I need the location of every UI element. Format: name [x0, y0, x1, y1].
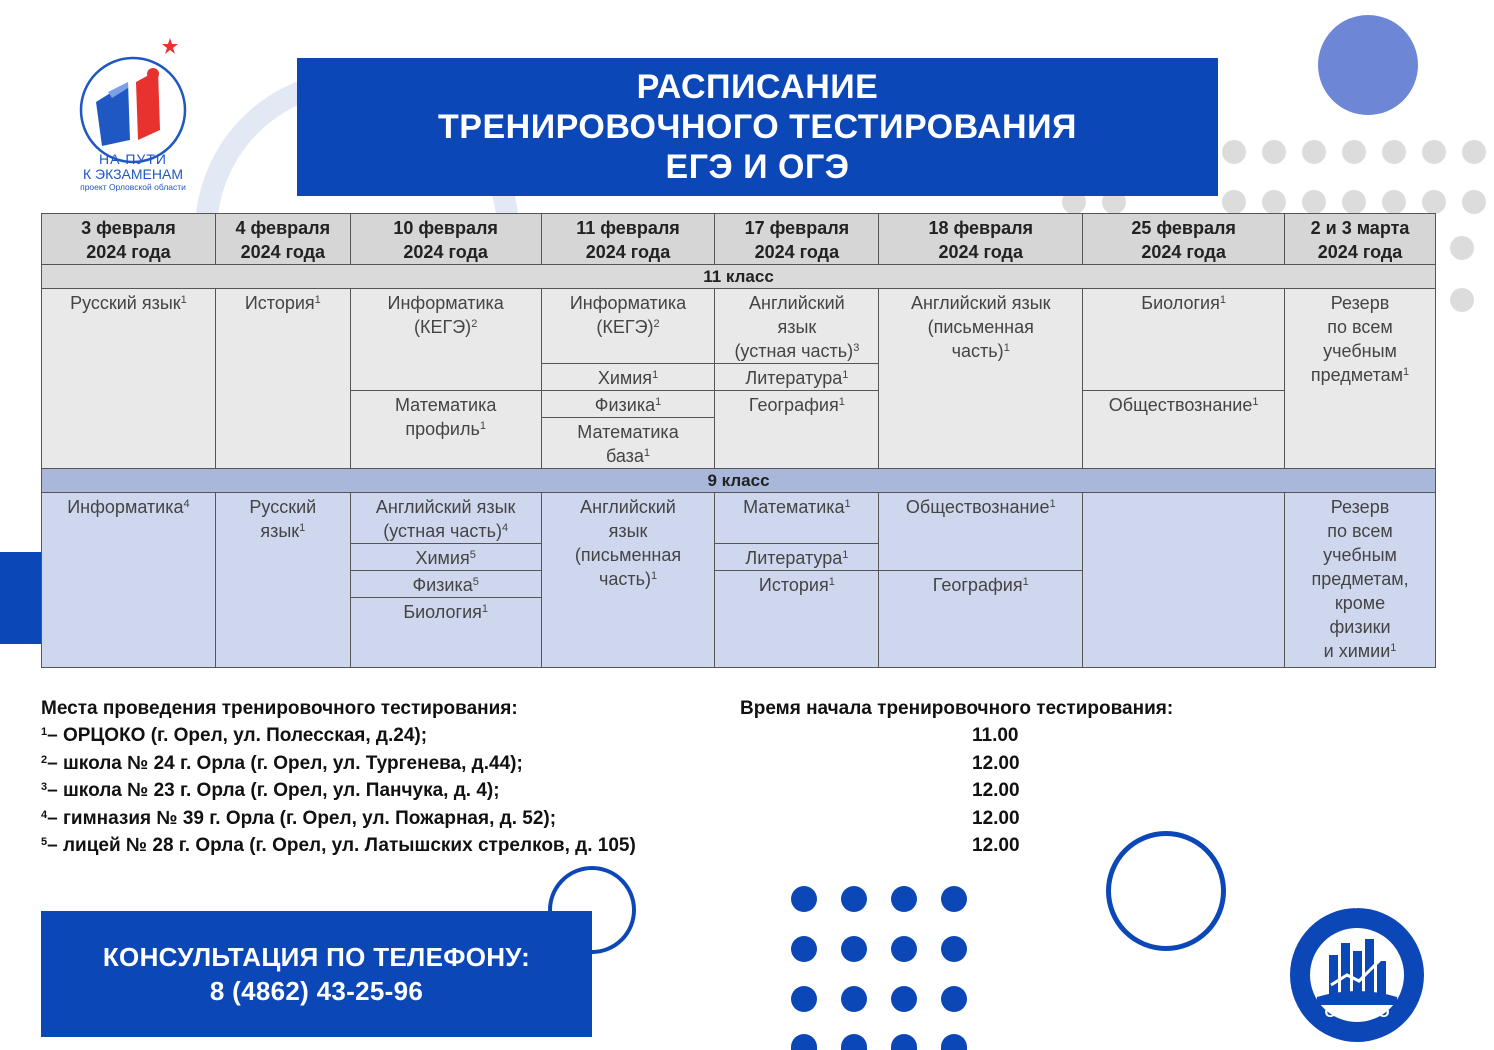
grade-11-label: 11 класс: [42, 265, 1436, 289]
cell-g11-c8: Резерв по всем учебным предметам$^1$: [1285, 289, 1436, 469]
venues-heading: Места проведения тренировочного тестирования:: [41, 698, 518, 719]
cell-g9-c3a: Английский язык (устная часть)$^4$: [350, 493, 541, 544]
time-value: 12.00: [972, 834, 1020, 856]
cell-g11-c3b: Математика профиль$^1$: [350, 391, 541, 469]
cell-g9-c8: Резерв по всем учебным предметам, кроме физики и химии$^1$: [1285, 493, 1436, 668]
cell-g11-c2: История$^1$: [215, 289, 350, 469]
time-value: 12.00: [972, 807, 1020, 829]
cell-g11-c3a: Информатика (КЕГЭ)$^2$: [350, 289, 541, 391]
times-heading: Время начала тренировочного тестирования:: [740, 698, 1174, 719]
venues-list: [41, 695, 761, 859]
decorative-circle: [1318, 15, 1418, 115]
title-banner: [297, 58, 1218, 196]
venue-item: $^5$– лицей № 28 г. Орла (г. Орел, ул. Латышских стрелков, д. 105): [41, 834, 636, 856]
logo-text-line2: К ЭКЗАМЕНАМ: [82, 166, 183, 182]
cell-g11-c5b: Литература$^1$: [715, 364, 879, 391]
cell-g11-c4c: Физика$^1$: [541, 391, 715, 418]
cell-g11-c4b: Химия$^1$: [541, 364, 715, 391]
grade-9-label: 9 класс: [42, 469, 1436, 493]
consultation-banner: [41, 911, 592, 1037]
cell-g9-c3c: Физика$^5$: [350, 571, 541, 598]
cell-g9-c3b: Химия$^5$: [350, 544, 541, 571]
cell-g9-c5c: История$^1$: [715, 571, 879, 668]
orcoko-logo: [1287, 904, 1494, 1045]
time-value: 11.00: [972, 725, 1019, 747]
date-header: 11 февраля 2024 года: [541, 214, 715, 265]
title-line3: ЕГЭ И ОГЭ: [665, 148, 850, 186]
cell-g9-c1: Информатика$^4$: [42, 493, 216, 668]
cell-g11-c4a: Информатика (КЕГЭ)$^2$: [541, 289, 715, 364]
consult-phone: 8 (4862) 43-25-96: [209, 976, 424, 1006]
logo-text-line3: проект Орловской области: [80, 182, 186, 192]
table-header-row: [42, 214, 1436, 265]
date-header: 3 февраля 2024 года: [42, 214, 216, 265]
date-header: 25 февраля 2024 года: [1083, 214, 1285, 265]
cell-g11-c4d: Математика база$^1$: [541, 418, 715, 469]
cell-g9-c5b: Литература$^1$: [715, 544, 879, 571]
cell-g11-c5a: Английский язык (устная часть)$^3$: [715, 289, 879, 364]
cell-g9-c3d: Биология$^1$: [350, 598, 541, 668]
cell-g11-c7a: Биология$^1$: [1083, 289, 1285, 391]
venue-item: $^4$– гимназия № 39 г. Орла (г. Орел, ул. Пожарная, д. 52);: [41, 807, 557, 829]
venue-item: $^2$– школа № 24 г. Орла (г. Орел, ул. Тургенева, д.44);: [41, 752, 523, 774]
time-value: 12.00: [972, 780, 1020, 802]
date-header: 4 февраля 2024 года: [215, 214, 350, 265]
cell-g11-c7b: Обществознание$^1$: [1083, 391, 1285, 469]
project-logo: [68, 30, 198, 200]
logo-text-line1: НА ПУТИ: [99, 151, 167, 167]
date-header: 17 февраля 2024 года: [715, 214, 879, 265]
consult-label: КОНСУЛЬТАЦИЯ ПО ТЕЛЕФОНУ:: [102, 942, 531, 972]
orcoko-logo-ring-text: РЕГИОНАЛЬНЫЙ ЦЕНТР ОЦЕНКИ КАЧЕСТВА ОБРАЗОВАНИЯ ОРЛОВСКОЙ ОБЛАСТИ: [1287, 904, 1494, 910]
cell-g9-c5a: Математика$^1$: [715, 493, 879, 544]
cell-g11-c5c: География$^1$: [715, 391, 879, 469]
cell-g9-c4: Английский язык (письменная часть)$^1$: [541, 493, 715, 668]
schedule-table: [41, 213, 1436, 668]
date-header: 18 февраля 2024 года: [879, 214, 1083, 265]
time-value: 12.00: [972, 752, 1020, 774]
cell-g9-c6a: Обществознание$^1$: [879, 493, 1083, 571]
venue-item: $^3$– школа № 23 г. Орла (г. Орел, ул. Панчука, д. 4);: [41, 780, 500, 802]
start-times: [740, 695, 1260, 859]
title-line2: ТРЕНИРОВОЧНОГО ТЕСТИРОВАНИЯ: [438, 108, 1077, 146]
orcoko-logo-name: ОРЦОКО: [1324, 1004, 1390, 1021]
cell-g9-c7-empty: [1083, 493, 1285, 668]
date-header: 2 и 3 марта 2024 года: [1285, 214, 1436, 265]
date-header: 10 февраля 2024 года: [350, 214, 541, 265]
cell-g9-c6b: География$^1$: [879, 571, 1083, 668]
cell-g11-c1: Русский язык$^1$: [42, 289, 216, 469]
cell-g11-c6: Английский язык (письменная часть)$^1$: [879, 289, 1083, 469]
venue-item: $^1$– ОРЦОКО (г. Орел, ул. Полесская, д.24);: [41, 725, 428, 747]
cell-g9-c2: Русский язык$^1$: [215, 493, 350, 668]
title-line1: РАСПИСАНИЕ: [636, 68, 879, 106]
